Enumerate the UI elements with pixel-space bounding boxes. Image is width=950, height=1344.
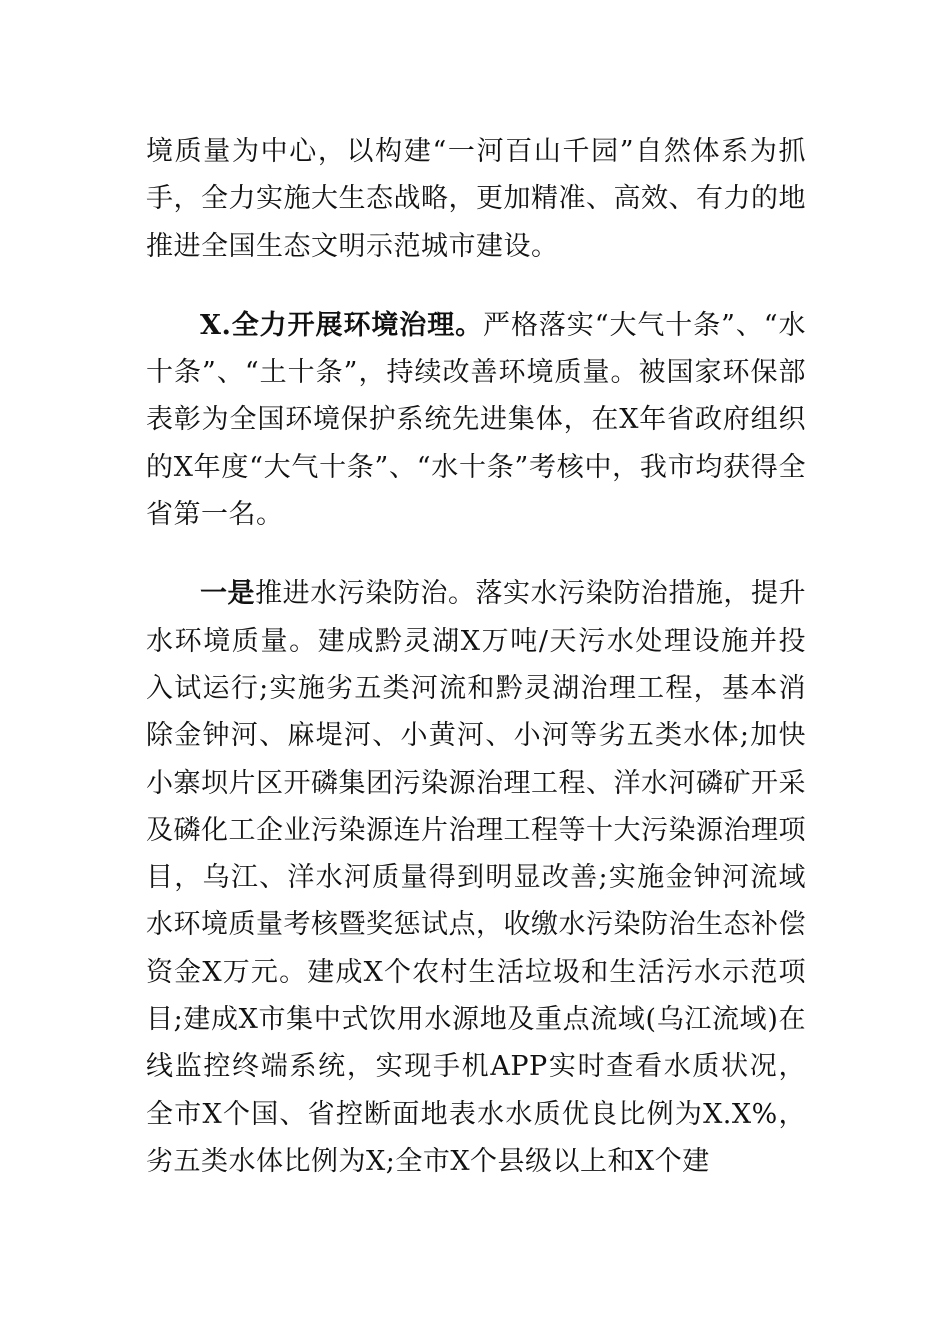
paragraph-2 [146,302,806,538]
paragraph-3-lead: 一是 [200,578,256,610]
paragraph-1: 境质量为中心，以构建“一河百山千园”自然体系为抓手，全力实施大生态战略，更加精准、高效、有力的地推进全国生态文明示范城市建设。 [146,136,806,262]
paragraph-gap [146,270,806,302]
paragraph-3-body: 推进水污染防治。落实水污染防治措施，提升水环境质量。建成黔灵湖X万吨/天污水处理设施并投入试运行;实施劣五类河流和黔灵湖治理工程，基本消除金钟河、麻堤河、小黄河、小河等劣五类水体;加快小寨坝片区开磷集团污染源治理工程、洋水河磷矿开采及磷化工企业污染源连片治理工程等十大污染源治理项目，乌江、洋水河质量得到明显改善;实施金钟河流域水环境质量考核暨奖惩试点，收缴水污染防治生态补偿资金X万元。建成X个农村生活垃圾和生活污水示范项目;建成X市集中式饮用水源地及重点流域(乌江流域)在线监控终端系统，实现手机APP实时查看水质状况，全市X个国、省控断面地表水水质优良比例为X.X%，劣五类水体比例为X;全市X个县级以上和X个建 [146,578,807,1177]
paragraph-2-body: 严格落实“大气十条”、“水十条”、“土十条”，持续改善环境质量。被国家环保部表彰为全国环境保护系统先进集体，在X年省政府组织的X年度“大气十条”、“水十条”考核中，我市均获得全省第一名。 [146,309,806,531]
paragraph-gap [146,538,806,570]
paragraph-2-heading: X.全力开展环境治理。 [200,309,484,341]
paragraph-3 [146,570,806,1185]
document-page [146,128,806,1185]
